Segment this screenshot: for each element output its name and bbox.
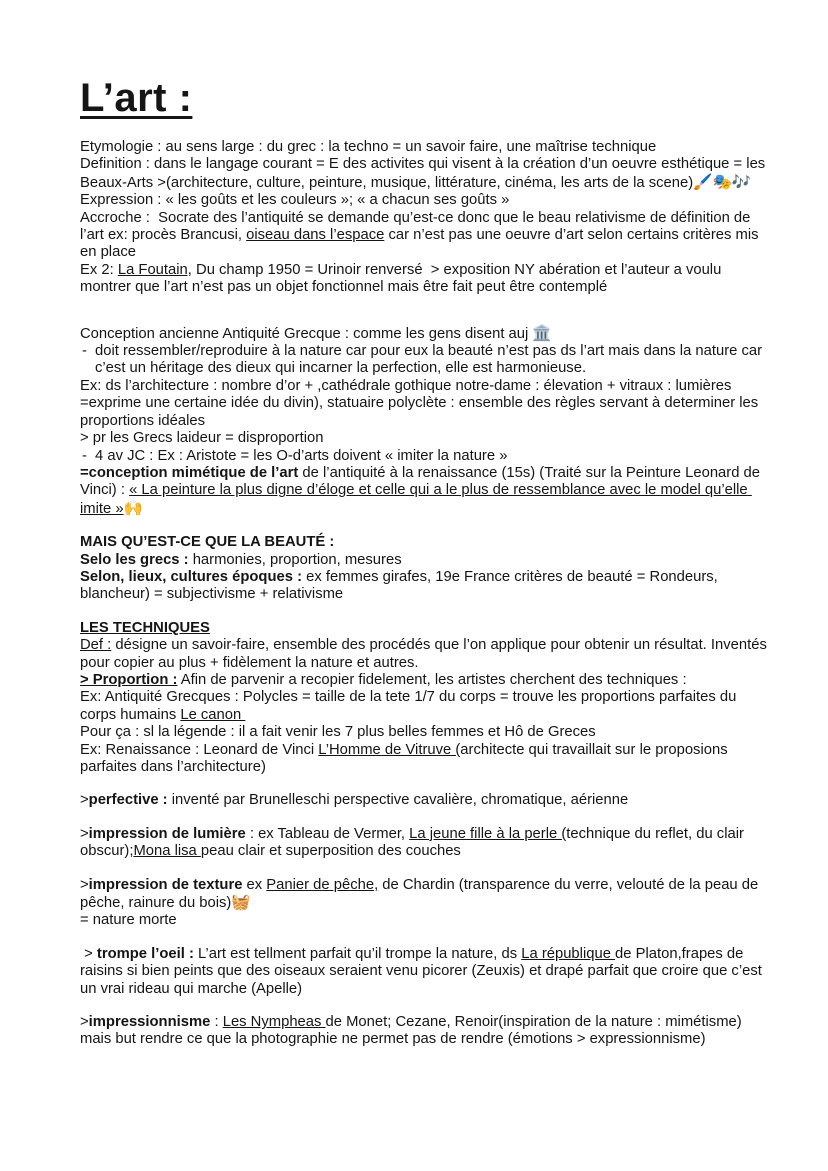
performing-arts-emoji: 🎭	[712, 173, 732, 191]
paragraph	[80, 826, 770, 861]
text-segment: harmonies, proportion, mesures	[188, 551, 402, 568]
text-segment: de Monet; Cezane, Renoir(inspiration de la nature : mimétisme) mais but rendre ce que la photographie ne permet pas de rendre (émotions > expressionnisme)	[80, 1014, 746, 1048]
paragraph	[80, 430, 770, 447]
paragraph	[80, 156, 770, 192]
paragraph	[80, 877, 770, 913]
paragraph	[80, 569, 770, 604]
text-segment: Def :	[80, 637, 112, 654]
text-segment: architecte qui travaillait sur le proposions parfaites dans l’architecture)	[80, 741, 732, 775]
paragraph	[80, 792, 770, 809]
paragraph	[80, 534, 770, 551]
musical-notes-emoji: 🎶	[731, 173, 752, 191]
text-segment: La Foutain,	[117, 261, 192, 278]
bullet-dash: -	[82, 447, 87, 464]
paintbrush-emoji: 🖌️	[693, 173, 713, 191]
text-segment: =conception mimétique de l’art	[80, 464, 299, 481]
basket-emoji: 🧺	[231, 894, 251, 912]
text-segment: Panier de pêche,	[266, 876, 379, 893]
text-segment: Le canon	[180, 706, 246, 723]
paragraph	[80, 637, 770, 672]
text-segment: impressionnisme	[88, 1014, 211, 1031]
text-segment: Les Nympheas	[222, 1014, 326, 1031]
text-segment: L’art est tellment parfait qu’il trompe la nature, ds	[193, 945, 522, 962]
text-segment: impression de lumière	[88, 825, 246, 842]
text-segment: car n’est pas une oeuvre d’art selon certains critères mis en place	[80, 227, 763, 261]
text-segment: ex	[242, 876, 267, 893]
text-segment: :	[210, 1014, 223, 1031]
text-segment: >	[80, 945, 97, 962]
raised-hands-emoji: 🙌	[123, 499, 143, 517]
text-segment: 4 av JC : Ex : Aristote = les O-d’arts doivent « imiter la nature »	[95, 447, 508, 464]
paragraph	[80, 210, 770, 262]
bullet-item	[80, 343, 770, 378]
text-segment: Expression : « les goûts et les couleurs »; « a chacun ses goûts »	[80, 192, 510, 209]
text-segment: Accroche : Socrate des l’antiquité se demande qu’est-ce donc que le beau relativisme de définition de l’art ex: procès Brancusi,	[80, 209, 755, 244]
text-segment: trompe l’oeil :	[96, 945, 194, 962]
paragraph	[80, 724, 770, 741]
text-segment: Pour ça : sl la légende : il a fait venir les 7 plus belles femmes et Hô de Greces	[80, 724, 596, 741]
text-segment: perfective :	[88, 792, 168, 809]
text-segment: oiseau dans l’espace	[246, 227, 385, 244]
text-segment: inventé par Brunelleschi perspective cavalière, chromatique, aérienne	[167, 792, 629, 809]
paragraph	[80, 325, 770, 343]
text-segment: doit ressembler/reproduire à la nature car pour eux la beauté n’est pas ds l’art mais dans la nature car c’est un héritage des dieux qui incarner la perfection, elle est harmonieuse.	[95, 343, 767, 377]
paragraph	[80, 620, 770, 637]
paragraph	[80, 465, 770, 518]
classical-building-emoji: 🏛️	[532, 324, 552, 342]
bullet-dash: -	[82, 343, 87, 360]
text-segment: désigne un savoir-faire, ensemble des procédés que l’on applique pour obtenir un résultat. Inventés pour copier au plus + fidèlement la nature et autres.	[80, 637, 771, 671]
text-segment: Mona lisa	[133, 843, 201, 860]
text-segment: peau clair et superposition des couches	[200, 843, 461, 860]
text-segment: >	[80, 825, 89, 842]
text-segment: Ex: Antiquité Grecques : Polycles = taille de la tete 1/7 du corps = trouve les proportions parfaites du corps humains	[80, 689, 741, 723]
page-title: L’art :	[80, 76, 193, 120]
text-segment: L’Homme de Vitruve (	[318, 741, 461, 758]
paragraph	[80, 912, 770, 929]
text-segment: Ex 2:	[80, 261, 118, 278]
text-segment: >	[80, 792, 89, 809]
text-segment: impression de texture	[88, 876, 243, 893]
text-segment: Selon, lieux, cultures époques :	[80, 568, 303, 585]
paragraph	[80, 672, 770, 689]
paragraph	[80, 262, 770, 297]
paragraph	[80, 689, 770, 724]
text-segment: de Chardin (transparence du verre, velouté de la peau de pêche, rainure du bois)	[80, 876, 763, 912]
text-segment: > Proportion :	[80, 671, 178, 688]
text-segment: Selo les grecs :	[80, 551, 189, 568]
text-segment: > pr les Grecs laideur = disproportion	[80, 430, 324, 447]
text-segment: La république	[521, 945, 616, 962]
text-segment: technique du reflet, du clair obscur);	[80, 825, 749, 860]
text-segment: >	[80, 876, 89, 893]
text-segment: : ex Tableau de Vermer,	[245, 825, 410, 842]
paragraph	[80, 1014, 770, 1049]
text-segment: de l’antiquité à la renaissance (15s) (Traité sur la Peinture Leonard de Vinci) :	[80, 464, 765, 499]
paragraph	[80, 742, 770, 777]
text-segment: Du champ 1950 = Urinoir renversé > exposition NY abération et l’auteur a voulu montrer que l’art n’est pas un objet fonctionnel mais être fait peut être contemplé	[80, 261, 726, 296]
text-segment: Ex: ds l’architecture : nombre d’or + ,cathédrale gothique notre-dame : élevation + vitraux : lumières =exprime une certaine idée du divin), statuaire polyclète : ensemble des règles servant à determiner les proportions idéales	[80, 377, 763, 429]
text-segment: « La peinture la plus digne d’éloge et celle qui a le plus de ressemblance avec le model qu’elle imite »	[80, 482, 752, 517]
paragraph	[80, 378, 770, 430]
text-segment: Definition : dans le langage courant = E des activites qui visent à la création d’un oeuvre esthétique = les Beaux-Arts >(architecture, culture, peinture, musique, littérature, cinéma, les arts de la scene)	[80, 156, 770, 191]
text-segment: Afin de parvenir a recopier fidelement, les artistes cherchent des techniques :	[177, 671, 687, 688]
text-segment: Etymologie : au sens large : du grec : la techno = un savoir faire, une maîtrise technique	[80, 139, 657, 155]
text-segment: ex femmes girafes, 19e France critères de beauté = Rondeurs, blancheur) = subjectivisme + relativisme	[80, 568, 722, 603]
text-segment: Conception ancienne Antiquité Grecque : comme les gens disent auj	[80, 325, 533, 342]
text-segment: MAIS QU’EST-CE QUE LA BEAUTÉ :	[80, 534, 335, 551]
text-segment: La jeune fille à la perle (	[409, 825, 567, 842]
paragraph	[80, 192, 770, 209]
text-segment: = nature morte	[80, 912, 177, 929]
document-blocks	[80, 139, 770, 1049]
paragraph	[80, 946, 770, 998]
text-segment: >	[80, 1014, 89, 1031]
bullet-item	[80, 448, 770, 465]
text-segment: LES TECHNIQUES	[80, 619, 210, 636]
text-segment: de Platon,frapes de raisins si bien peints que des oiseaux seraient venu picorer (Zeuxis) et drapé parfait que croire que c’est un vrai rideau qui marche (Apelle)	[80, 945, 766, 997]
paragraph	[80, 552, 770, 569]
paragraph	[80, 139, 770, 156]
text-segment: Ex: Renaissance : Leonard de Vinci	[80, 741, 319, 758]
